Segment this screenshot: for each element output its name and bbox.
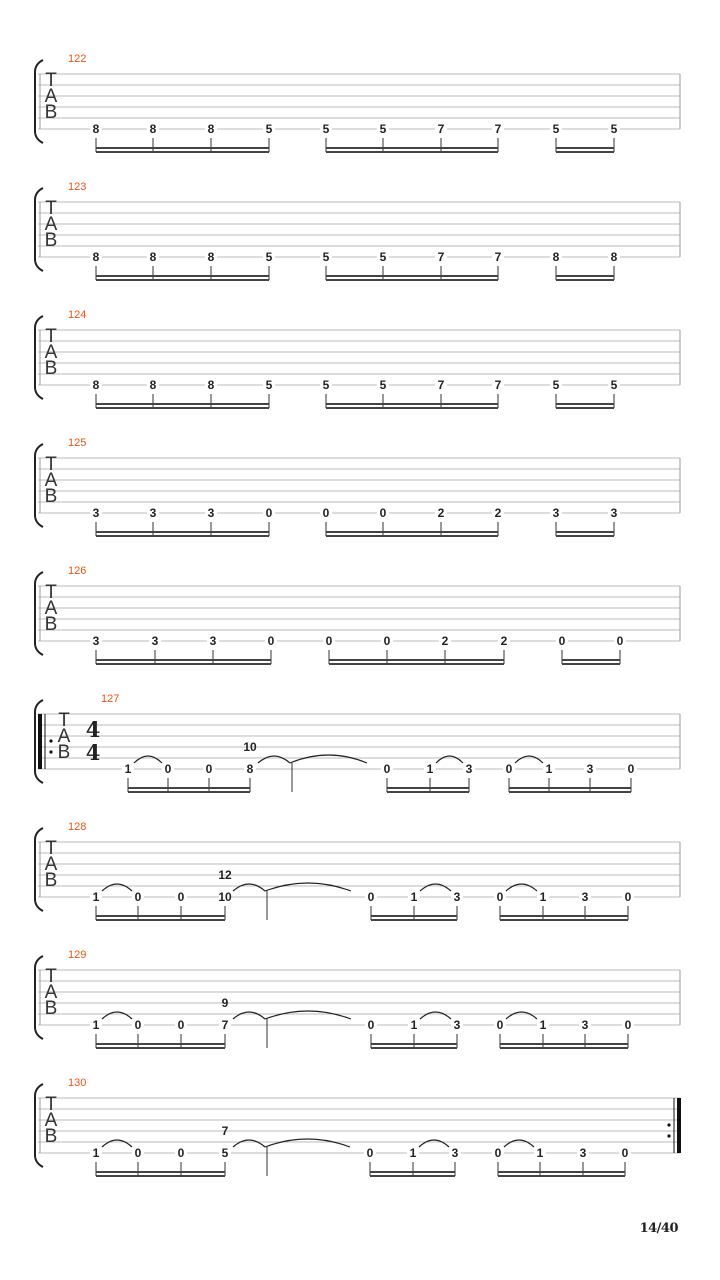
fret-number: 8	[246, 762, 254, 776]
fret-number: 0	[558, 634, 566, 648]
beam	[556, 407, 614, 409]
fret-number-upper: 10	[243, 740, 257, 754]
tie-arc	[420, 884, 451, 891]
repeat-dot	[667, 1134, 670, 1137]
beam	[371, 915, 457, 917]
tie-arc	[102, 1012, 132, 1019]
fret-number: 5	[265, 122, 273, 136]
fret-number: 0	[177, 890, 185, 904]
tie-arc	[233, 1140, 265, 1147]
beam	[500, 915, 628, 917]
fret-number: 0	[379, 506, 387, 520]
beam	[387, 787, 469, 789]
fret-number: 0	[383, 762, 391, 776]
beam	[371, 919, 457, 921]
fret-number: 8	[92, 122, 100, 136]
beam	[326, 407, 498, 409]
beam	[556, 403, 614, 405]
tab-clef-letter: T	[45, 838, 57, 859]
tab-clef-letter: A	[44, 214, 58, 235]
beam	[556, 147, 614, 149]
fret-number: 3	[453, 890, 461, 904]
beam	[128, 791, 250, 793]
fret-number: 8	[149, 378, 157, 392]
system-bracket	[35, 956, 43, 1039]
fret-number: 0	[494, 1146, 502, 1160]
fret-number: 0	[325, 634, 333, 648]
tie-arc	[265, 1011, 351, 1019]
time-signature-denominator: 4	[85, 740, 101, 765]
fret-number: 2	[441, 634, 449, 648]
beam	[96, 1043, 225, 1045]
fret-number: 3	[579, 1146, 587, 1160]
fret-number: 1	[92, 890, 100, 904]
fret-number: 1	[124, 762, 132, 776]
repeat-dot	[667, 1123, 670, 1126]
tab-clef-letter: A	[44, 1110, 58, 1131]
beam	[128, 787, 250, 789]
fret-number: 0	[164, 762, 172, 776]
tab-clef-letter: T	[45, 966, 57, 987]
tab-clef-letter: A	[44, 342, 58, 363]
fret-number: 7	[437, 378, 445, 392]
fret-number: 0	[621, 1146, 629, 1160]
fret-number: 0	[624, 1018, 632, 1032]
tab-clef-letter: B	[44, 486, 58, 507]
tab-clef-letter: B	[44, 1126, 58, 1147]
fret-number: 3	[92, 506, 100, 520]
tie-arc	[134, 756, 162, 763]
beam	[556, 531, 614, 533]
beam	[96, 275, 269, 277]
beam	[326, 535, 498, 537]
repeat-end-thick-bar	[677, 1098, 681, 1153]
fret-number: 1	[92, 1018, 100, 1032]
tie-arc	[504, 1140, 534, 1147]
fret-number: 2	[500, 634, 508, 648]
fret-number: 7	[437, 250, 445, 264]
fret-number: 0	[134, 1018, 142, 1032]
fret-number: 8	[92, 250, 100, 264]
tie-arc	[265, 1139, 350, 1147]
tie-arc	[102, 884, 132, 891]
fret-number: 8	[92, 378, 100, 392]
fret-number: 5	[379, 250, 387, 264]
tie-arc	[258, 756, 290, 763]
beam	[509, 791, 631, 793]
fret-number: 7	[494, 250, 502, 264]
fret-number: 0	[134, 890, 142, 904]
fret-number-upper: 12	[218, 868, 232, 882]
fret-number: 1	[92, 1146, 100, 1160]
tab-clef-letter: A	[44, 982, 58, 1003]
fret-number: 3	[586, 762, 594, 776]
fret-number: 1	[536, 1146, 544, 1160]
beam	[96, 535, 269, 537]
time-signature-numerator: 4	[85, 717, 101, 742]
tab-clef-letter: A	[57, 726, 71, 747]
fret-number: 3	[209, 634, 217, 648]
beam	[96, 151, 269, 153]
fret-number: 5	[552, 378, 560, 392]
beam	[96, 1175, 225, 1177]
fret-number: 0	[366, 1146, 374, 1160]
fret-number: 5	[221, 1146, 229, 1160]
system-bracket	[35, 572, 43, 655]
repeat-start-thick-bar	[38, 714, 42, 769]
beam	[96, 919, 225, 921]
tab-clef-letter: T	[45, 198, 57, 219]
tie-arc	[420, 1012, 451, 1019]
tab-clef-letter: A	[44, 470, 58, 491]
beam	[498, 1171, 625, 1173]
fret-number: 1	[545, 762, 553, 776]
beam	[96, 915, 225, 917]
beam	[96, 147, 269, 149]
fret-number: 0	[205, 762, 213, 776]
tab-clef-letter: T	[45, 454, 57, 475]
system-bracket	[35, 316, 43, 399]
fret-number: 3	[552, 506, 560, 520]
beam	[96, 659, 271, 661]
tie-arc	[419, 1140, 449, 1147]
fret-number: 3	[151, 634, 159, 648]
fret-number: 3	[451, 1146, 459, 1160]
fret-number-upper: 7	[221, 1124, 229, 1138]
measure-number: 128	[68, 821, 87, 833]
tab-clef-letter: A	[44, 86, 58, 107]
measure-number: 125	[68, 437, 87, 449]
fret-number: 7	[494, 122, 502, 136]
beam	[556, 279, 614, 281]
page-number: 14/40	[639, 1221, 678, 1236]
fret-number: 0	[624, 890, 632, 904]
beam	[556, 151, 614, 153]
fret-number: 0	[496, 890, 504, 904]
tab-clef-letter: T	[45, 582, 57, 603]
system-bracket	[35, 60, 43, 143]
fret-number: 3	[149, 506, 157, 520]
tie-arc	[506, 884, 537, 891]
fret-number: 0	[383, 634, 391, 648]
tie-arc	[102, 1140, 132, 1147]
fret-number: 5	[610, 378, 618, 392]
fret-number: 0	[627, 762, 635, 776]
beam	[370, 1175, 455, 1177]
tab-clef-letter: B	[44, 358, 58, 379]
fret-number: 0	[367, 1018, 375, 1032]
fret-number: 0	[177, 1146, 185, 1160]
fret-number: 5	[322, 378, 330, 392]
tie-arc	[436, 756, 463, 763]
fret-number: 0	[496, 1018, 504, 1032]
repeat-dot	[49, 739, 52, 742]
tie-arc	[290, 755, 367, 763]
beam	[326, 279, 498, 281]
beam	[498, 1175, 625, 1177]
beam	[370, 1171, 455, 1173]
fret-number: 7	[221, 1018, 229, 1032]
fret-number: 5	[379, 378, 387, 392]
beam	[96, 531, 269, 533]
system-bracket	[35, 188, 43, 271]
beam	[326, 275, 498, 277]
fret-number: 0	[505, 762, 513, 776]
fret-number: 0	[177, 1018, 185, 1032]
beam	[500, 1043, 628, 1045]
fret-number: 7	[437, 122, 445, 136]
tab-clef-letter: B	[44, 614, 58, 635]
fret-number: 8	[149, 122, 157, 136]
system-bracket	[35, 1084, 43, 1167]
measure-number: 124	[68, 309, 87, 321]
beam	[329, 663, 504, 665]
measure-number: 129	[68, 949, 87, 961]
fret-number: 1	[426, 762, 434, 776]
fret-number: 0	[322, 506, 330, 520]
beam	[96, 1047, 225, 1049]
beam	[556, 275, 614, 277]
fret-number: 0	[367, 890, 375, 904]
beam	[326, 147, 498, 149]
beam	[371, 1043, 457, 1045]
tie-arc	[233, 884, 265, 891]
tie-arc	[233, 1012, 265, 1019]
fret-number: 1	[539, 890, 547, 904]
fret-number: 8	[610, 250, 618, 264]
beam	[329, 659, 504, 661]
fret-number: 5	[265, 250, 273, 264]
tab-clef-letter: B	[44, 870, 58, 891]
fret-number: 5	[322, 122, 330, 136]
fret-number: 5	[265, 378, 273, 392]
tab-clef-letter: B	[44, 230, 58, 251]
tab-clef-letter: T	[45, 1094, 57, 1115]
fret-number: 3	[581, 890, 589, 904]
beam	[500, 919, 628, 921]
measure-number: 130	[68, 1077, 87, 1089]
fret-number: 8	[207, 378, 215, 392]
fret-number: 1	[409, 1146, 417, 1160]
fret-number: 8	[207, 122, 215, 136]
tab-clef-letter: T	[45, 326, 57, 347]
tab-clef-letter: A	[44, 854, 58, 875]
fret-number: 3	[92, 634, 100, 648]
repeat-dot	[49, 750, 52, 753]
fret-number: 5	[552, 122, 560, 136]
fret-number: 3	[207, 506, 215, 520]
fret-number: 2	[494, 506, 502, 520]
beam	[509, 787, 631, 789]
fret-number: 3	[581, 1018, 589, 1032]
beam	[96, 407, 269, 409]
fret-number: 3	[453, 1018, 461, 1032]
tab-clef-letter: B	[44, 102, 58, 123]
fret-number: 10	[218, 890, 232, 904]
tie-arc	[515, 756, 543, 763]
system-bracket	[35, 828, 43, 911]
fret-number: 5	[379, 122, 387, 136]
fret-number: 8	[207, 250, 215, 264]
beam	[96, 279, 269, 281]
fret-number: 2	[437, 506, 445, 520]
beam	[96, 1171, 225, 1173]
fret-number: 3	[610, 506, 618, 520]
tie-arc	[265, 883, 351, 891]
fret-number: 5	[322, 250, 330, 264]
fret-number: 0	[265, 506, 273, 520]
beam	[96, 663, 271, 665]
tab-clef-letter: B	[57, 742, 71, 763]
system-bracket	[35, 444, 43, 527]
tab-clef-letter: T	[58, 710, 70, 731]
tie-arc	[506, 1012, 537, 1019]
tab-clef-letter: T	[45, 70, 57, 91]
fret-number: 8	[149, 250, 157, 264]
fret-number: 0	[267, 634, 275, 648]
fret-number-upper: 9	[221, 996, 229, 1010]
fret-number: 1	[410, 1018, 418, 1032]
beam	[562, 663, 620, 665]
measure-number: 123	[68, 181, 87, 193]
tab-clef-letter: A	[44, 598, 58, 619]
fret-number: 1	[539, 1018, 547, 1032]
beam	[556, 535, 614, 537]
measure-number: 122	[68, 53, 87, 65]
fret-number: 7	[494, 378, 502, 392]
beam	[500, 1047, 628, 1049]
tab-clef-letter: B	[44, 998, 58, 1019]
fret-number: 8	[552, 250, 560, 264]
beam	[371, 1047, 457, 1049]
beam	[562, 659, 620, 661]
fret-number: 3	[465, 762, 473, 776]
beam	[387, 791, 469, 793]
fret-number: 1	[410, 890, 418, 904]
fret-number: 5	[610, 122, 618, 136]
beam	[326, 531, 498, 533]
fret-number: 0	[616, 634, 624, 648]
beam	[326, 403, 498, 405]
beam	[96, 403, 269, 405]
fret-number: 0	[134, 1146, 142, 1160]
measure-number: 127	[101, 693, 120, 705]
beam	[326, 151, 498, 153]
measure-number: 126	[68, 565, 87, 577]
